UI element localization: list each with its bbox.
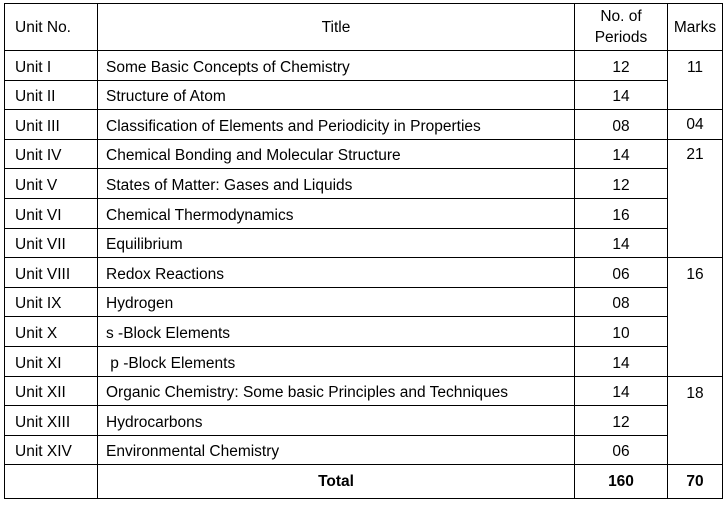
- title-cell: States of Matter: Gases and Liquids: [98, 169, 575, 199]
- unit-cell: Unit VI: [5, 198, 98, 228]
- unit-cell: Unit IV: [5, 139, 98, 169]
- total-empty-cell: [5, 465, 98, 499]
- total-marks: 70: [668, 465, 723, 499]
- unit-cell: Unit XI: [5, 346, 98, 376]
- header-unit-no: Unit No.: [5, 4, 98, 51]
- syllabus-table: [4, 3, 723, 499]
- title-cell: Redox Reactions: [98, 258, 575, 288]
- periods-cell: 14: [575, 139, 668, 169]
- table-row: [5, 80, 723, 110]
- title-cell: Hydrocarbons: [98, 406, 575, 436]
- header-periods: [575, 4, 668, 51]
- unit-cell: Unit XII: [5, 376, 98, 406]
- header-periods-line2: Periods: [594, 29, 648, 46]
- periods-cell: 16: [575, 198, 668, 228]
- table-row: [5, 317, 723, 347]
- title-cell: p -Block Elements: [98, 346, 575, 376]
- unit-cell: Unit XIV: [5, 435, 98, 465]
- table-row: [5, 139, 723, 169]
- periods-cell: 08: [575, 110, 668, 140]
- marks-cell: 18: [668, 376, 723, 465]
- unit-cell: Unit III: [5, 110, 98, 140]
- title-cell: Environmental Chemistry: [98, 435, 575, 465]
- periods-cell: 14: [575, 80, 668, 110]
- title-cell: Organic Chemistry: Some basic Principles and Techniques: [98, 376, 575, 406]
- periods-cell: 12: [575, 51, 668, 81]
- marks-cell: 04: [668, 110, 723, 140]
- unit-cell: Unit X: [5, 317, 98, 347]
- table-row: [5, 198, 723, 228]
- table-row: [5, 51, 723, 81]
- unit-cell: Unit VII: [5, 228, 98, 258]
- title-cell: s -Block Elements: [98, 317, 575, 347]
- unit-cell: Unit I: [5, 51, 98, 81]
- table-row: [5, 258, 723, 288]
- periods-cell: 14: [575, 376, 668, 406]
- table-row: [5, 169, 723, 199]
- header-title: Title: [98, 4, 575, 51]
- marks-cell: 21: [668, 139, 723, 257]
- total-row: [5, 465, 723, 499]
- table-row: [5, 110, 723, 140]
- periods-cell: 14: [575, 346, 668, 376]
- periods-cell: 10: [575, 317, 668, 347]
- table-row: [5, 435, 723, 465]
- marks-cell: 11: [668, 51, 723, 110]
- unit-cell: Unit VIII: [5, 258, 98, 288]
- unit-cell: Unit IX: [5, 287, 98, 317]
- periods-cell: 08: [575, 287, 668, 317]
- title-cell: Structure of Atom: [98, 80, 575, 110]
- periods-cell: 14: [575, 228, 668, 258]
- table-row: [5, 287, 723, 317]
- title-cell: Some Basic Concepts of Chemistry: [98, 51, 575, 81]
- table-row: [5, 346, 723, 376]
- header-periods-line1: No. of: [600, 8, 642, 25]
- table-header-row: [5, 4, 723, 51]
- title-cell: Chemical Thermodynamics: [98, 198, 575, 228]
- title-cell: Hydrogen: [98, 287, 575, 317]
- unit-cell: Unit V: [5, 169, 98, 199]
- total-label: Total: [98, 465, 575, 499]
- title-cell: Chemical Bonding and Molecular Structure: [98, 139, 575, 169]
- title-cell: Equilibrium: [98, 228, 575, 258]
- periods-cell: 12: [575, 406, 668, 436]
- total-periods: 160: [575, 465, 668, 499]
- table-row: [5, 228, 723, 258]
- table-row: [5, 406, 723, 436]
- marks-cell: 16: [668, 258, 723, 376]
- table-row: [5, 376, 723, 406]
- unit-cell: Unit II: [5, 80, 98, 110]
- unit-cell: Unit XIII: [5, 406, 98, 436]
- title-cell: Classification of Elements and Periodicity in Properties: [98, 110, 575, 140]
- periods-cell: 06: [575, 258, 668, 288]
- periods-cell: 12: [575, 169, 668, 199]
- header-marks: Marks: [668, 4, 723, 51]
- periods-cell: 06: [575, 435, 668, 465]
